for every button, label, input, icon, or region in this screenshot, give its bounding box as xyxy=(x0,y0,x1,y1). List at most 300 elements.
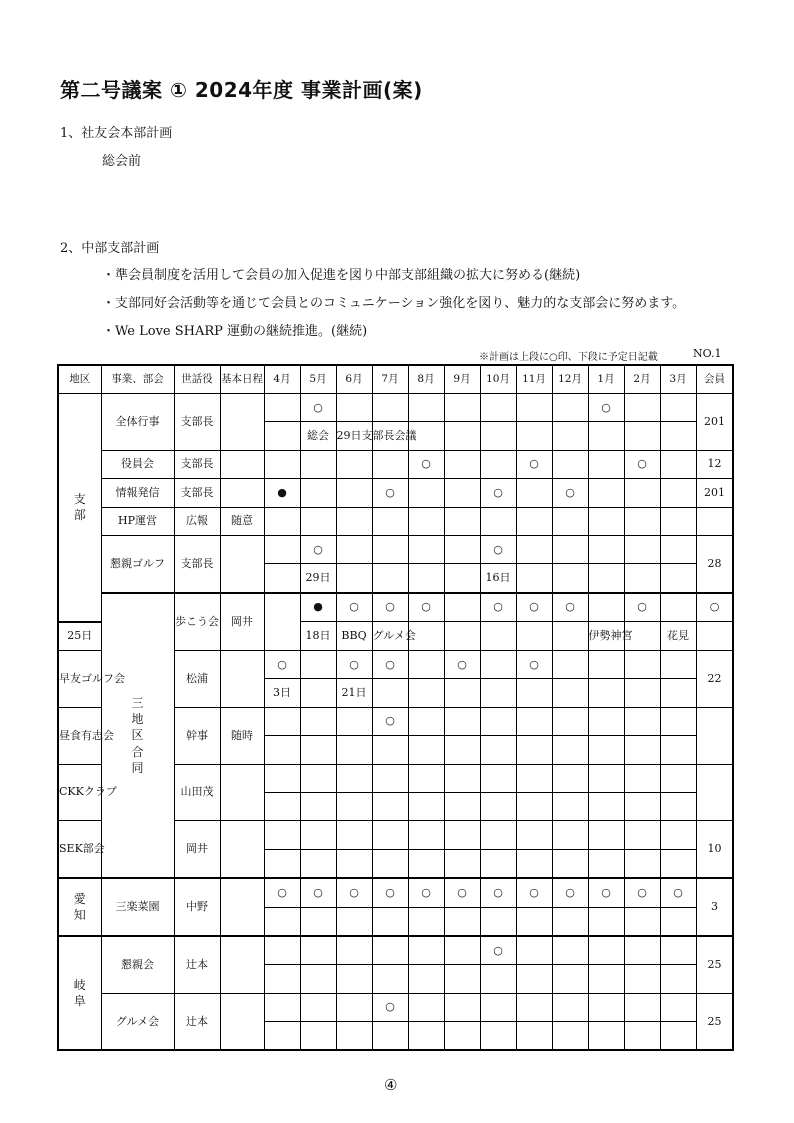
header-cell: 3月 xyxy=(660,365,696,394)
header-cell: 7月 xyxy=(372,365,408,394)
region-label: 愛知 xyxy=(73,891,86,923)
date-cell xyxy=(444,907,480,936)
date-cell xyxy=(408,965,444,993)
event-name: グルメ会 xyxy=(101,993,174,1050)
date-cell xyxy=(408,736,444,764)
date-cell xyxy=(588,965,624,993)
plan-cell: ○ xyxy=(408,878,444,907)
date-cell xyxy=(372,792,408,820)
header-cell: 基本日程 xyxy=(220,365,264,394)
date-cell xyxy=(516,564,552,593)
event-basic-schedule: 随時 xyxy=(220,707,264,764)
plan-cell xyxy=(336,479,372,507)
date-cell: 18日 xyxy=(300,622,336,651)
plan-cell xyxy=(336,707,372,735)
event-leader: 岡井 xyxy=(220,593,264,651)
plan-cell xyxy=(336,507,372,535)
event-name: CKKクラブ xyxy=(58,764,101,821)
plan-cell: ○ xyxy=(552,593,588,622)
member-count: 3 xyxy=(696,878,733,936)
event-name: HP運営 xyxy=(101,507,174,535)
table-row xyxy=(58,450,733,478)
date-cell xyxy=(336,907,372,936)
plan-cell: ○ xyxy=(480,479,516,507)
event-name: 情報発信 xyxy=(101,479,174,507)
date-cell xyxy=(444,792,480,820)
plan-cell xyxy=(516,507,552,535)
table-row xyxy=(58,593,733,622)
plan-cell: ○ xyxy=(408,450,444,478)
document-title: 第二号議案 ① 2024年度 事業計画(案) xyxy=(60,78,423,102)
date-cell xyxy=(444,1022,480,1051)
member-count: 201 xyxy=(696,394,733,451)
plan-cell xyxy=(660,821,696,849)
plan-cell xyxy=(516,764,552,792)
date-cell xyxy=(444,679,480,707)
plan-cell xyxy=(660,479,696,507)
date-cell xyxy=(588,564,624,593)
header-cell: 9月 xyxy=(444,365,480,394)
date-cell xyxy=(552,849,588,878)
event-leader: 広報 xyxy=(174,507,220,535)
date-cell xyxy=(624,907,660,936)
date-cell: 伊勢神宮 xyxy=(588,622,624,651)
date-cell xyxy=(588,907,624,936)
member-count: 25 xyxy=(696,993,733,1050)
date-cell xyxy=(516,1022,552,1051)
date-cell xyxy=(408,1022,444,1051)
plan-cell: ○ xyxy=(300,878,336,907)
plan-cell: ○ xyxy=(588,878,624,907)
plan-cell xyxy=(624,394,660,422)
event-basic-schedule xyxy=(220,936,264,993)
date-cell xyxy=(552,564,588,593)
plan-cell xyxy=(408,479,444,507)
plan-cell xyxy=(588,651,624,679)
schedule-table xyxy=(57,364,734,1051)
plan-cell xyxy=(516,394,552,422)
plan-cell xyxy=(516,821,552,849)
bullet-3: ・We Love SHARP 運動の継続推進。(継続) xyxy=(102,324,368,339)
plan-cell: ○ xyxy=(516,878,552,907)
table-row xyxy=(58,507,733,535)
plan-cell xyxy=(660,507,696,535)
date-cell xyxy=(300,907,336,936)
date-cell xyxy=(588,736,624,764)
date-cell xyxy=(660,422,696,450)
header-cell: 11月 xyxy=(516,365,552,394)
date-cell xyxy=(660,679,696,707)
plan-cell xyxy=(624,936,660,965)
plan-cell xyxy=(624,507,660,535)
date-cell xyxy=(624,1022,660,1051)
date-cell xyxy=(516,792,552,820)
header-cell: 4月 xyxy=(264,365,300,394)
plan-cell: ○ xyxy=(516,593,552,622)
header-cell: 6月 xyxy=(336,365,372,394)
plan-cell: ○ xyxy=(516,651,552,679)
date-cell xyxy=(624,792,660,820)
plan-cell xyxy=(300,993,336,1021)
date-cell xyxy=(624,679,660,707)
date-cell xyxy=(480,907,516,936)
plan-cell: ○ xyxy=(408,593,444,622)
plan-cell: ○ xyxy=(372,707,408,735)
date-cell xyxy=(372,907,408,936)
event-name: SEK部会 xyxy=(58,821,101,878)
plan-cell xyxy=(408,993,444,1021)
plan-cell xyxy=(516,993,552,1021)
header-cell: 1月 xyxy=(588,365,624,394)
date-cell xyxy=(552,907,588,936)
plan-cell: ○ xyxy=(552,878,588,907)
header-cell: 12月 xyxy=(552,365,588,394)
date-cell xyxy=(264,564,300,593)
plan-cell xyxy=(660,764,696,792)
plan-cell xyxy=(588,593,624,622)
plan-cell xyxy=(336,936,372,965)
page-number: ④ xyxy=(384,1076,398,1094)
date-cell xyxy=(444,736,480,764)
plan-cell xyxy=(480,993,516,1021)
plan-cell xyxy=(480,707,516,735)
table-row xyxy=(58,394,733,422)
date-cell xyxy=(588,849,624,878)
plan-cell xyxy=(408,394,444,422)
plan-cell xyxy=(516,707,552,735)
table-number: NO.1 xyxy=(693,347,722,360)
date-cell xyxy=(516,679,552,707)
plan-cell xyxy=(444,593,480,622)
date-cell xyxy=(372,965,408,993)
plan-cell xyxy=(444,936,480,965)
plan-cell xyxy=(300,707,336,735)
date-cell xyxy=(660,564,696,593)
header-cell: 事業、部会 xyxy=(101,365,174,394)
plan-cell xyxy=(264,821,300,849)
plan-cell xyxy=(264,707,300,735)
plan-cell xyxy=(588,936,624,965)
table-row xyxy=(58,878,733,907)
plan-cell xyxy=(480,821,516,849)
date-cell: 21日 xyxy=(336,679,372,707)
event-basic-schedule xyxy=(220,479,264,507)
plan-cell xyxy=(336,821,372,849)
date-cell xyxy=(624,965,660,993)
plan-cell xyxy=(408,764,444,792)
date-cell xyxy=(480,1022,516,1051)
plan-cell xyxy=(372,450,408,478)
plan-cell xyxy=(336,394,372,422)
plan-cell xyxy=(444,450,480,478)
date-cell xyxy=(588,1022,624,1051)
region-label: 支部 xyxy=(73,492,86,523)
plan-cell xyxy=(516,936,552,965)
plan-cell xyxy=(660,993,696,1021)
event-leader: 中野 xyxy=(174,878,220,936)
date-cell xyxy=(516,849,552,878)
plan-cell xyxy=(624,479,660,507)
plan-cell: ○ xyxy=(552,479,588,507)
plan-cell xyxy=(660,936,696,965)
plan-cell: ○ xyxy=(336,593,372,622)
event-name: 全体行事 xyxy=(101,394,174,451)
header-row xyxy=(58,365,733,394)
date-cell xyxy=(408,849,444,878)
date-cell xyxy=(552,965,588,993)
table-note: ※計画は上段に○印、下段に予定日記載 xyxy=(479,352,658,363)
plan-cell: ○ xyxy=(696,593,733,622)
date-cell xyxy=(444,564,480,593)
date-cell xyxy=(408,907,444,936)
date-cell xyxy=(624,422,660,450)
date-cell xyxy=(300,736,336,764)
plan-cell xyxy=(300,651,336,679)
plan-cell xyxy=(552,535,588,563)
date-cell xyxy=(660,849,696,878)
event-leader: 山田茂 xyxy=(174,764,220,821)
event-leader: 幹事 xyxy=(174,707,220,764)
plan-cell: ○ xyxy=(336,651,372,679)
member-count: 10 xyxy=(696,821,733,878)
plan-cell: ○ xyxy=(372,651,408,679)
plan-cell xyxy=(588,507,624,535)
table-row xyxy=(58,993,733,1021)
plan-cell xyxy=(588,479,624,507)
plan-cell xyxy=(588,450,624,478)
table-row xyxy=(58,936,733,965)
table-row xyxy=(58,479,733,507)
date-cell xyxy=(372,564,408,593)
plan-cell xyxy=(660,535,696,563)
date-cell xyxy=(264,736,300,764)
region-cell xyxy=(58,878,101,936)
date-cell xyxy=(588,422,624,450)
event-basic-schedule xyxy=(220,450,264,478)
plan-cell xyxy=(372,821,408,849)
member-count: 25 xyxy=(696,936,733,993)
plan-cell: ○ xyxy=(480,593,516,622)
plan-cell: ○ xyxy=(264,878,300,907)
plan-cell xyxy=(480,394,516,422)
date-cell xyxy=(408,792,444,820)
plan-cell: ○ xyxy=(480,535,516,563)
date-cell xyxy=(372,849,408,878)
member-count: 12 xyxy=(696,450,733,478)
plan-cell: ○ xyxy=(300,394,336,422)
date-cell xyxy=(588,679,624,707)
date-cell xyxy=(300,679,336,707)
plan-cell xyxy=(624,764,660,792)
plan-cell xyxy=(372,764,408,792)
member-count: 22 xyxy=(696,651,733,708)
plan-cell: ○ xyxy=(480,936,516,965)
date-cell: 25日 xyxy=(58,622,101,651)
date-cell xyxy=(660,736,696,764)
plan-cell xyxy=(444,821,480,849)
plan-cell xyxy=(552,507,588,535)
date-cell xyxy=(480,965,516,993)
plan-cell xyxy=(444,479,480,507)
member-count: 28 xyxy=(696,535,733,592)
plan-cell xyxy=(264,764,300,792)
plan-cell xyxy=(444,764,480,792)
plan-cell xyxy=(480,764,516,792)
plan-cell xyxy=(300,821,336,849)
event-leader: 支部長 xyxy=(174,450,220,478)
plan-cell: ○ xyxy=(372,993,408,1021)
member-count xyxy=(696,707,733,764)
plan-cell: ○ xyxy=(588,394,624,422)
plan-cell xyxy=(444,993,480,1021)
date-cell xyxy=(480,736,516,764)
plan-cell xyxy=(336,535,372,563)
plan-cell xyxy=(264,535,300,563)
event-name: 懇親会 xyxy=(101,936,174,993)
plan-cell xyxy=(552,651,588,679)
plan-cell xyxy=(552,707,588,735)
date-cell xyxy=(516,622,552,651)
date-cell xyxy=(444,849,480,878)
date-cell: 花見 xyxy=(660,622,696,651)
plan-cell: ○ xyxy=(444,651,480,679)
plan-cell xyxy=(372,535,408,563)
region-cell xyxy=(58,936,101,1051)
header-cell: 地区 xyxy=(58,365,101,394)
section1-item: 総会前 xyxy=(102,154,142,169)
event-basic-schedule xyxy=(220,993,264,1050)
header-cell: 2月 xyxy=(624,365,660,394)
plan-cell xyxy=(372,394,408,422)
date-cell xyxy=(408,679,444,707)
header-cell: 世話役 xyxy=(174,365,220,394)
plan-cell xyxy=(588,535,624,563)
plan-cell: ○ xyxy=(624,450,660,478)
event-name: 昼食有志会 xyxy=(58,707,101,764)
date-cell xyxy=(372,736,408,764)
date-cell xyxy=(480,422,516,450)
date-cell xyxy=(264,1022,300,1051)
plan-cell xyxy=(552,764,588,792)
date-cell xyxy=(624,564,660,593)
date-cell xyxy=(660,1022,696,1051)
date-cell xyxy=(480,679,516,707)
plan-cell xyxy=(444,707,480,735)
event-basic-schedule xyxy=(220,764,264,821)
plan-cell xyxy=(660,593,696,622)
date-cell xyxy=(336,736,372,764)
plan-cell: ○ xyxy=(372,878,408,907)
plan-cell: ○ xyxy=(372,593,408,622)
plan-cell xyxy=(264,936,300,965)
table-row xyxy=(58,535,733,563)
date-cell xyxy=(480,792,516,820)
plan-cell xyxy=(336,993,372,1021)
date-cell xyxy=(300,792,336,820)
plan-cell xyxy=(480,450,516,478)
plan-cell xyxy=(336,764,372,792)
event-leader: 松浦 xyxy=(174,651,220,708)
plan-cell xyxy=(660,450,696,478)
date-cell xyxy=(516,907,552,936)
plan-cell xyxy=(408,651,444,679)
plan-cell xyxy=(624,821,660,849)
event-name: 役員会 xyxy=(101,450,174,478)
event-leader: 岡井 xyxy=(174,821,220,878)
date-cell xyxy=(552,422,588,450)
plan-cell xyxy=(372,507,408,535)
plan-cell xyxy=(552,394,588,422)
plan-cell xyxy=(408,535,444,563)
date-cell xyxy=(300,1022,336,1051)
event-basic-schedule xyxy=(220,394,264,451)
plan-cell xyxy=(516,535,552,563)
member-count: 201 xyxy=(696,479,733,507)
plan-cell xyxy=(660,707,696,735)
event-leader: 支部長 xyxy=(174,394,220,451)
header-cell: 8月 xyxy=(408,365,444,394)
date-cell xyxy=(408,564,444,593)
plan-cell: ○ xyxy=(516,450,552,478)
region-label: 三地区合同 xyxy=(131,695,144,775)
plan-cell xyxy=(624,993,660,1021)
plan-cell xyxy=(444,535,480,563)
date-cell xyxy=(552,792,588,820)
header-cell: 5月 xyxy=(300,365,336,394)
event-leader: 支部長 xyxy=(174,535,220,592)
plan-cell xyxy=(552,450,588,478)
plan-cell xyxy=(624,707,660,735)
date-cell: 総会 xyxy=(300,422,336,450)
plan-cell xyxy=(588,764,624,792)
date-cell xyxy=(336,849,372,878)
date-cell xyxy=(444,422,480,450)
plan-cell xyxy=(408,821,444,849)
event-name: 懇親ゴルフ xyxy=(101,535,174,592)
member-count xyxy=(696,764,733,821)
plan-cell xyxy=(588,993,624,1021)
plan-cell: ○ xyxy=(372,479,408,507)
plan-cell xyxy=(480,507,516,535)
date-cell xyxy=(264,907,300,936)
region-cell xyxy=(58,394,101,622)
date-cell xyxy=(552,1022,588,1051)
date-cell xyxy=(336,965,372,993)
date-cell xyxy=(516,965,552,993)
date-cell: 3日 xyxy=(264,679,300,707)
event-basic-schedule xyxy=(220,878,264,936)
date-cell xyxy=(264,792,300,820)
date-cell xyxy=(264,965,300,993)
date-cell xyxy=(336,1022,372,1051)
date-cell xyxy=(552,679,588,707)
plan-cell xyxy=(552,993,588,1021)
event-basic-schedule xyxy=(264,593,300,651)
plan-cell xyxy=(264,507,300,535)
date-cell xyxy=(624,736,660,764)
bullet-2: ・支部同好会活動等を通じて会員とのコミュニケーション強化を図り、魅力的な支部会に努めます。 xyxy=(102,296,686,311)
plan-cell: ○ xyxy=(660,878,696,907)
plan-cell xyxy=(408,936,444,965)
event-leader: 辻本 xyxy=(174,993,220,1050)
date-cell xyxy=(480,622,516,651)
event-basic-schedule: 随意 xyxy=(220,507,264,535)
plan-cell xyxy=(444,394,480,422)
header-cell: 10月 xyxy=(480,365,516,394)
date-cell xyxy=(264,422,300,450)
date-cell xyxy=(372,1022,408,1051)
date-cell: 16日 xyxy=(480,564,516,593)
